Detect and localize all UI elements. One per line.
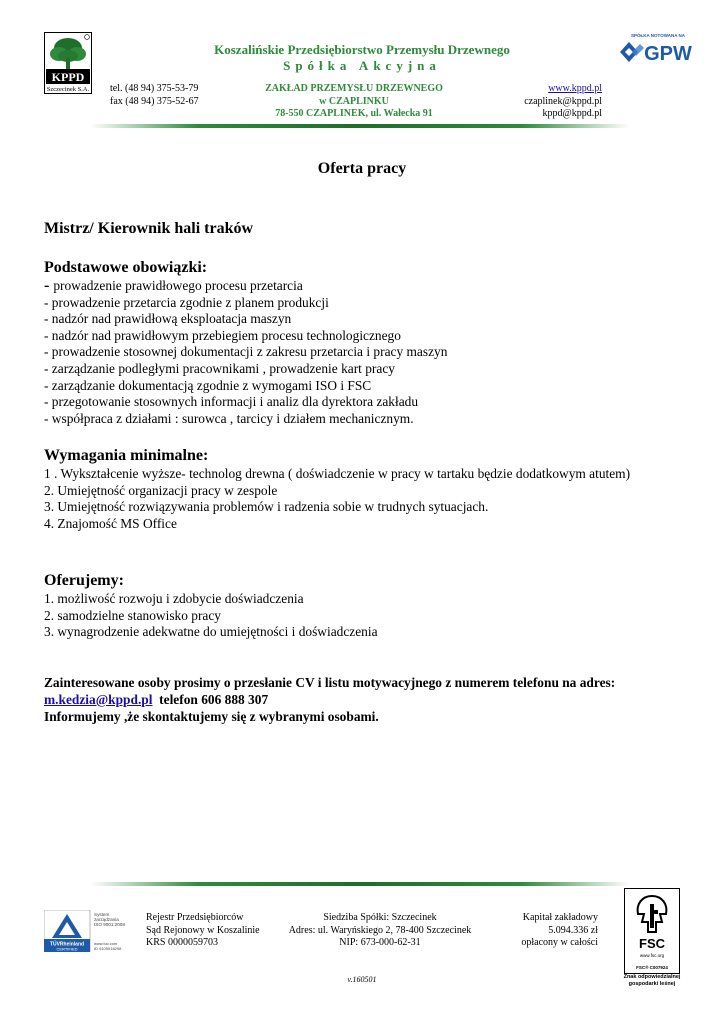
phone-number: tel. (48 94) 375-53-79	[110, 83, 199, 94]
fsc-logo	[624, 888, 680, 974]
list-item: 2. Umiejętność organizacji pracy w zespole	[44, 482, 278, 498]
requirements-list	[44, 466, 694, 532]
contact-phones	[110, 83, 199, 108]
footer-registry	[146, 912, 260, 950]
list-item: - prowadzenie stosownej dokumentacji z zakresu przetarcia i pracy maszyn	[44, 344, 448, 360]
fsc-url: www.fsc.org	[639, 953, 665, 958]
offer-section	[44, 571, 694, 641]
tuv-iso: ISO 9001:2008	[94, 922, 125, 927]
capital-line: 5.094.336 zł	[548, 924, 598, 936]
registry-line: KRS 0000059703	[146, 937, 218, 948]
application-contact	[44, 691, 615, 708]
footer-divider	[90, 882, 630, 886]
tuv-certificate-logo	[44, 910, 134, 952]
website-link[interactable]: www.kppd.pl	[548, 83, 602, 94]
list-item: - współpraca z działami : surowca , tarcicy i działem mechanicznym.	[44, 410, 414, 426]
offer-list	[44, 591, 694, 641]
plant-address	[234, 83, 474, 121]
capital-line: Kapitał zakładowy	[522, 912, 598, 923]
duty-text: prowadzenie prawidłowego procesu przetarcia	[53, 278, 303, 293]
job-title: Mistrz/ Kierownik hali traków	[44, 220, 254, 237]
duties-list	[44, 278, 694, 427]
header-divider	[90, 124, 630, 128]
registry-line: Rejestr Przedsiębiorców	[146, 912, 244, 923]
fax-number: fax (48 94) 375-52-67	[110, 95, 199, 107]
seat-line: NIP: 673-000-62-31	[339, 937, 421, 948]
list-item: - prowadzenie prawidłowego procesu przetarcia	[44, 277, 303, 294]
fsc-code: FSC® C007924	[636, 965, 668, 970]
plant-name: ZAKŁAD PRZEMYSŁU DRZEWNEGO	[265, 83, 443, 94]
tuv-system: System	[94, 912, 110, 917]
list-item: 3. wynagrodzenie adekwatne do umiejętności i doświadczenia	[44, 624, 378, 640]
gpw-logo	[618, 32, 698, 66]
tuv-brand: TÜVRheinland	[49, 941, 85, 948]
email-kppd: kppd@kppd.pl	[542, 108, 602, 119]
tuv-url: www.tuv.com	[94, 941, 118, 946]
list-item: - prowadzenie przetarcia zgodnie z planem produkcji	[44, 294, 329, 310]
list-item: - przegotowanie stosownych informacji i analiz dla dyrektora zakładu	[44, 394, 419, 410]
tuv-management: zarządzania	[94, 917, 119, 922]
seat-line: Adres: ul. Waryńskiego 2, 78-400 Szczecinek	[288, 924, 472, 936]
list-item: - nadzór nad prawidłowym przebiegiem procesu technologicznego	[44, 327, 401, 343]
seat-line: Siedziba Spółki: Szczecinek	[323, 912, 437, 923]
footer-capital	[521, 912, 598, 950]
list-item: - zarządzanie podległymi pracownikami , prowadzenie kart pracy	[44, 360, 395, 376]
email-czaplinek: czaplinek@kppd.pl	[524, 95, 602, 107]
gpw-logo-text: GPW	[644, 43, 692, 65]
application-instructions	[44, 674, 615, 725]
tuv-certified: CERTIFIED	[56, 946, 78, 952]
offer-heading: Oferujemy:	[44, 572, 124, 589]
tuv-id: ID 9105018298	[94, 946, 122, 951]
company-name: Koszalińskie Przedsiębiorstwo Przemysłu Drzewnego	[214, 42, 510, 57]
duties-section	[44, 258, 694, 427]
list-item: 1 . Wykształcenie wyższe- technolog drewna ( doświadczenie w pracy w tartaku będzie dodatkowym atutem)	[44, 466, 631, 481]
requirements-heading: Wymagania minimalne:	[44, 447, 209, 464]
requirements-section	[44, 446, 694, 532]
document-version: v.160501	[347, 975, 377, 984]
application-request: Zainteresowane osoby prosimy o przesłanie CV i listu motywacyjnego z numerem telefonu na adres:	[44, 675, 616, 690]
plant-location: w CZAPLINKU	[319, 95, 389, 107]
list-item: 4. Znajomość MS Office	[44, 515, 177, 531]
list-item: - zarządzanie dokumentacją zgodnie z wymogami ISO i FSC	[44, 377, 372, 393]
company-form: Spółka Akcyjna	[283, 58, 441, 73]
footer-seat	[280, 912, 480, 950]
kppd-logo-subtext: Szczecinek S.A.	[46, 86, 90, 93]
plant-street: 78-550 CZAPLINEK, ul. Wałecka 91	[275, 108, 433, 119]
list-item: - nadzór nad prawidłową eksploatacja maszyn	[44, 311, 292, 327]
registry-line: Sąd Rejonowy w Koszalinie	[146, 924, 260, 936]
recruiter-email-link[interactable]: m.kedzia@kppd.pl	[44, 692, 153, 707]
document-title: Oferta pracy	[317, 160, 407, 177]
fsc-caption: Znak odpowiedzialnej gospodarki leśnej	[623, 974, 681, 987]
kppd-logo-text: KPPD	[51, 70, 85, 84]
recruiter-phone: telefon 606 888 307	[159, 692, 269, 707]
list-item: 3. Umiejętność rozwiązywania problemów i radzenia sobie w trudnych sytuacjach.	[44, 499, 489, 515]
fsc-text: FSC	[639, 936, 665, 951]
capital-line: opłacony w całości	[521, 937, 598, 948]
list-item: 2. samodzielne stanowisko pracy	[44, 607, 222, 623]
duties-heading: Podstawowe obowiązki:	[44, 259, 208, 276]
application-notice: Informujemy ,że skontaktujemy się z wybranymi osobami.	[44, 709, 379, 724]
contact-online	[524, 83, 602, 121]
gpw-logo-caption: SPÓŁKA NOTOWANA NA	[630, 33, 686, 38]
list-item: 1. możliwość rozwoju i zdobycie doświadczenia	[44, 591, 304, 606]
